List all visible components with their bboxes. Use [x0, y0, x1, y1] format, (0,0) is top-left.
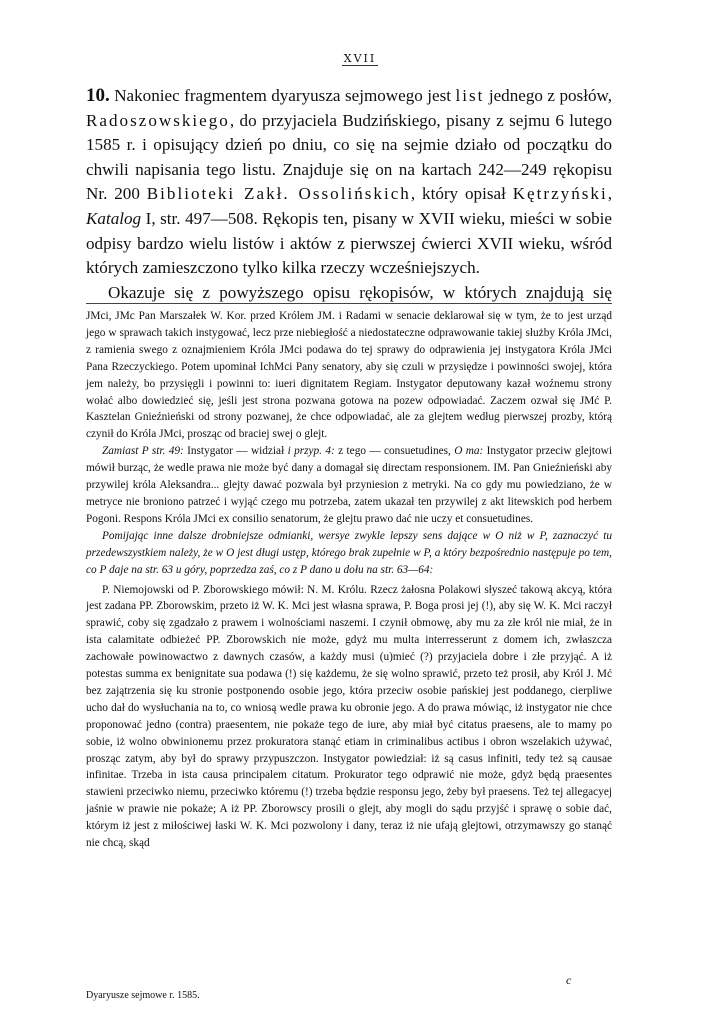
footnote-section	[86, 308, 612, 852]
page-footer: Dyaryusze sejmowe r. 1585.	[86, 990, 200, 1001]
section-number: 10.	[86, 85, 110, 106]
intro-text-3: , do przyjaciela Budzińskiego, pisany z sejmu 6 lutego 1585 r. i opisujący dzień po dniu, co się na sejmie działo od początku do chwili napisania tego listu. Znajduje się on na kartach 242—249 rękopisu Nr. 200	[86, 110, 612, 204]
variant-ma-label: O ma:	[454, 445, 484, 458]
small-paragraph-2-b: z tego — consuetudines,	[334, 445, 455, 458]
variant-reference: i przyp. 4:	[287, 445, 335, 458]
signature-mark: c	[566, 973, 572, 987]
intro-text-5: ,	[607, 184, 612, 204]
small-paragraph-4: P. Niemojowski od P. Zborowskiego mówił: N. M. Królu. Rzecz żałosna Polakowi słyszeć takową akcyą, która jest zadana PP. Zborowskim, przeto iż W. K. Mci jest własna sprawa, P. Boga prosi jej (!), aby się W. K. Mci raczył sprawić, coby się zgadzało z prawem i wolnościami naszemi. I czynił obmowę, aby mu za złe król nie miał, że in ista calamitate odbieżeć PP. Zborowskich nie może, gdyż mu multa interresserunt z domem ich, zwłaszcza zachowałe powinowactwo z dawnych czasów, a każdy musi (u)mieć (?) przyjaciela dobre i złe przyjąć. A iż potestas summa ex benignitate sua podawa (!) się każdemu, że się wolno sprawić, przeto też prosił, aby Król J. Mć bez zajątrzenia się ku stronie postponendo osobie jego, która przeciw osobie pańskiej jest poddanego, cierpliwe ucho dał do wysłuchania na to, co wniosą wedle prawa ku obronie jego. A do prawa mówiąc, iż instygator nie chce proponować jedno (contra) praesentem, nie pokaże tego de iure, aby miał być citatus praesens, ale to mamy po sobie, iż wolno obwinionemu przez prokuratora stanąć etiam in criminalibus actibus i obron wszelakich używać, prosząc zatym, aby był do sprawy przypuszczon. Instygator powiedział: iż są casus infiniti, tedy też są causae infinitae. Trzeba in ista causa principalem citatum. Prokurator tego odprawić nie może, gdyż będą praesentes stawieni przeciwko niemu, przeciwko któremu (!) trzeba będzie responsu jego, żeby był praesens. Też tej allegacyej jaśnie w prawie nie pokaże; A iż PP. Zborowscy prosili o glejt, aby mogli do sądu przyjść i sprawę o sobie dać, którym iż jest z miłościwej łaski W. K. Mci pozwolony i dany, teraz iż nie ufają glejtowi, otrzymawszy go stanąć nie chcą, skąd	[86, 583, 612, 850]
small-paragraph-3: Pomijając inne dalsze drobniejsze odmianki, wersye zwykle lepszy sens dające w O niż w P, zaznaczyć tu przedewszystkiem należy, że w O jest długi ustęp, którego brak zupełnie w P, a który bezpośrednio następuje po tem, co P daje na str. 63 u góry, poprzedza zaś, co z P dano u dołu na str. 63—64:	[86, 529, 612, 576]
describer-name: Kętrzyński	[512, 184, 608, 204]
page-number-text: XVII	[343, 52, 377, 65]
list-word: list	[455, 86, 485, 105]
small-paragraph-2-c: Instygator przeciw glejtowi mówił burząc, że wedle prawa nie może być dany a domagał się directam responsionem. IM. Pan Gnieźnieński aby przywilej króla Aleksandra... glejty dawać pozwala był przyniesion z metryki. Na co gdy mu powiedziano, że w metryce nie broniono patrzeć i wyjąć czego mu potrzeba, zatem ukazał ten przywilej z akt litewskich pod herbem Pogoni. Respons Króla JMci ex consilio senatorum, że glejtu prawo dać nie uczy et consuetudines.	[86, 445, 612, 525]
intro-text-1: Nakoniec fragmentem dyaryusza sejmowego jest	[109, 86, 456, 105]
small-paragraph-2-text: Instygator — widział	[183, 445, 288, 458]
intro-closing: Okazuje się z powyższego opisu rękopisów, w których znajdują się	[108, 282, 612, 302]
intro-text-4: , który opisał	[410, 184, 513, 204]
intro-paragraph	[86, 84, 612, 281]
small-paragraph-1: JMci, JMc Pan Marszałek W. Kor. przed Królem JM. i Radami w senacie deklarował się w tym, że to jest urząd jego w sprawach takich instygować, lecz prze niebiegłość a niedostateczne odprawowanie takiej służby Króla JMci, z ramienia swego z oznajmieniem Króla JMci podawa do tej sprawy do odprawienia jej instygatora Króla JMci Pana Rzeczyckiego. Potem upominał IchMci Pany senatory, aby się czuli w przysiędze i powinności swojej, która jem należy, bo przysięgli i powinni to: iueri dignitatem Regiam. Instygator deputowany kazał woźnemu strony wołać albo dowiedzieć się, jeśli jest strona pozwana gotowa na pozew odpowiadać. Zaczem ozwał się JMć P. Kasztelan Gnieźnieński od strony pozwanej, że chce odpowiadać, ale za glejtem według pierwszej prozby, którą czynił do Króla JMci, prosząc od braciej swej o glejt.	[86, 310, 612, 441]
variant-label: Zamiast P str. 49:	[102, 445, 184, 458]
intro-section	[86, 84, 612, 305]
intro-text-6: I, str. 497—508. Rękopis ten, pisany w XVII wieku, mieści w sobie odpisy bardzo wielu listów i aktów z pierwszej ćwierci XVII wieku, wśród których zamieszczono tylko kilka rzeczy wcześniejszych.	[86, 208, 612, 278]
divider-rule	[86, 303, 612, 304]
library-name: Biblioteki Zakł. Ossolińskich	[146, 184, 411, 204]
page-number	[0, 52, 720, 65]
small-paragraph-2	[86, 443, 612, 528]
author-name: Radoszowskiego	[86, 110, 230, 130]
intro-text-2: jednego z posłów,	[484, 86, 612, 105]
catalog-title: Katalog	[86, 208, 142, 228]
